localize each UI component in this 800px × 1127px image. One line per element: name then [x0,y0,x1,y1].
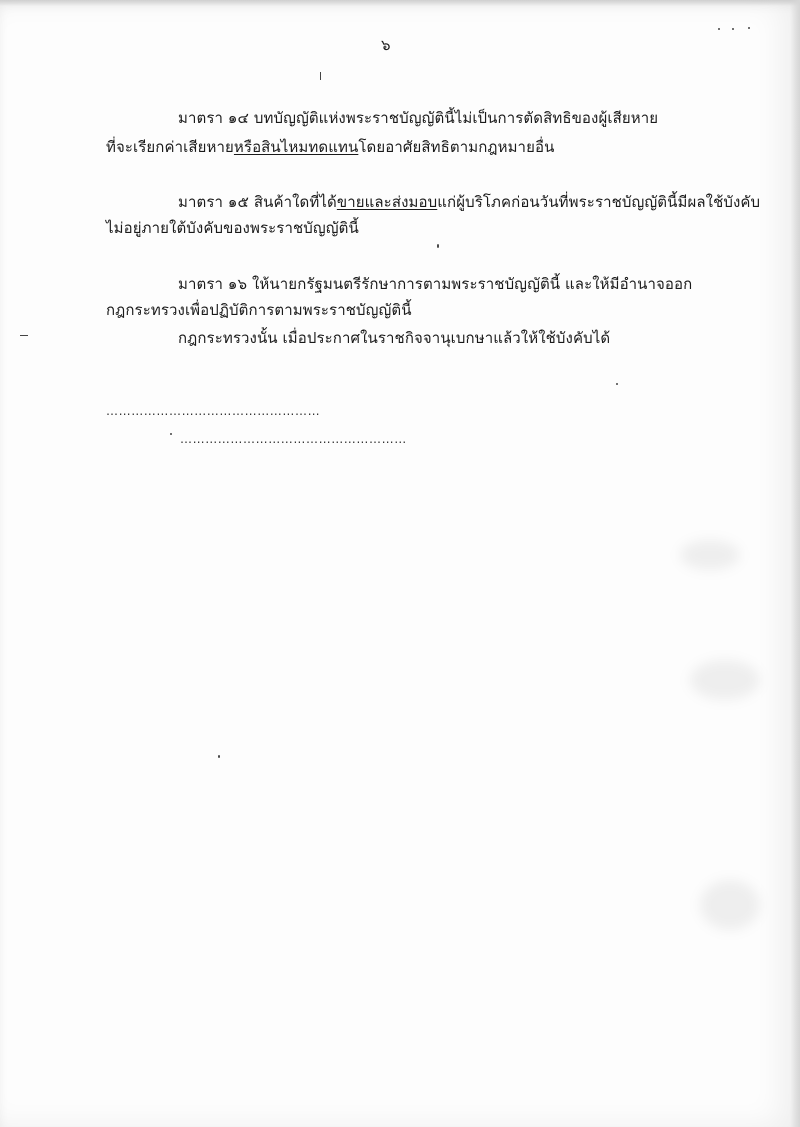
scan-speck [748,27,750,29]
section-15-underlined: ขายและส่งมอบ [336,193,438,211]
bleed-through-smudge [690,660,760,700]
section-15-text-a: มาตรา ๑๕ สินค้าใดที่ได้ [178,193,337,211]
bleed-through-smudge [680,540,740,570]
section-14-line-2 [106,135,554,159]
page-right-edge [790,0,800,1127]
section-16-line-1: มาตรา ๑๖ ให้นายกรัฐมนตรีรักษาการตามพระราชบัญญัตินี้ และให้มีอำนาจออก [178,275,693,293]
section-15-line-2: ไม่อยู่ภายใต้บังคับของพระราชบัญญัตินี้ [106,219,359,237]
scan-speck [718,28,720,30]
page-top-edge [0,0,800,6]
section-14-text-b: โดยอาศัยสิทธิตามกฎหมายอื่น [358,138,555,156]
bleed-through-smudge [700,880,760,930]
scan-speck [320,72,321,80]
section-14-line-1: มาตรา ๑๔ บทบัญญัติแห่งพระราชบัญญัตินี้ไม่เป็นการตัดสิทธิของผู้เสียหาย [178,109,659,127]
section-15-line-1 [178,190,760,214]
scan-speck [437,244,439,248]
section-16-line-3: กฎกระทรวงนั้น เมื่อประกาศในราชกิจจานุเบกษาแล้วให้ใช้บังคับได้ [178,329,611,347]
section-16-line-2: กฎกระทรวงเพื่อปฏิบัติการตามพระราชบัญญัตินี้ [106,301,412,319]
section-15-text-b: แก่ผู้บริโภคก่อนวันที่พระราชบัญญัตินี้มีผลใช้บังคับ [437,193,761,211]
scan-speck [732,28,734,30]
page-number: ๖ [381,36,391,54]
scan-speck [218,755,220,758]
scan-speck [20,335,28,336]
section-14-text-a: ที่จะเรียกค่าเสียหาย [106,138,234,156]
scan-speck [616,383,618,385]
section-14-underlined: หรือสินไหมทดแทน [233,138,359,156]
dotted-line-1: …………………………………………… [106,404,321,418]
dotted-line-2: ……………………………………………… [180,432,407,446]
scan-speck [170,433,172,435]
